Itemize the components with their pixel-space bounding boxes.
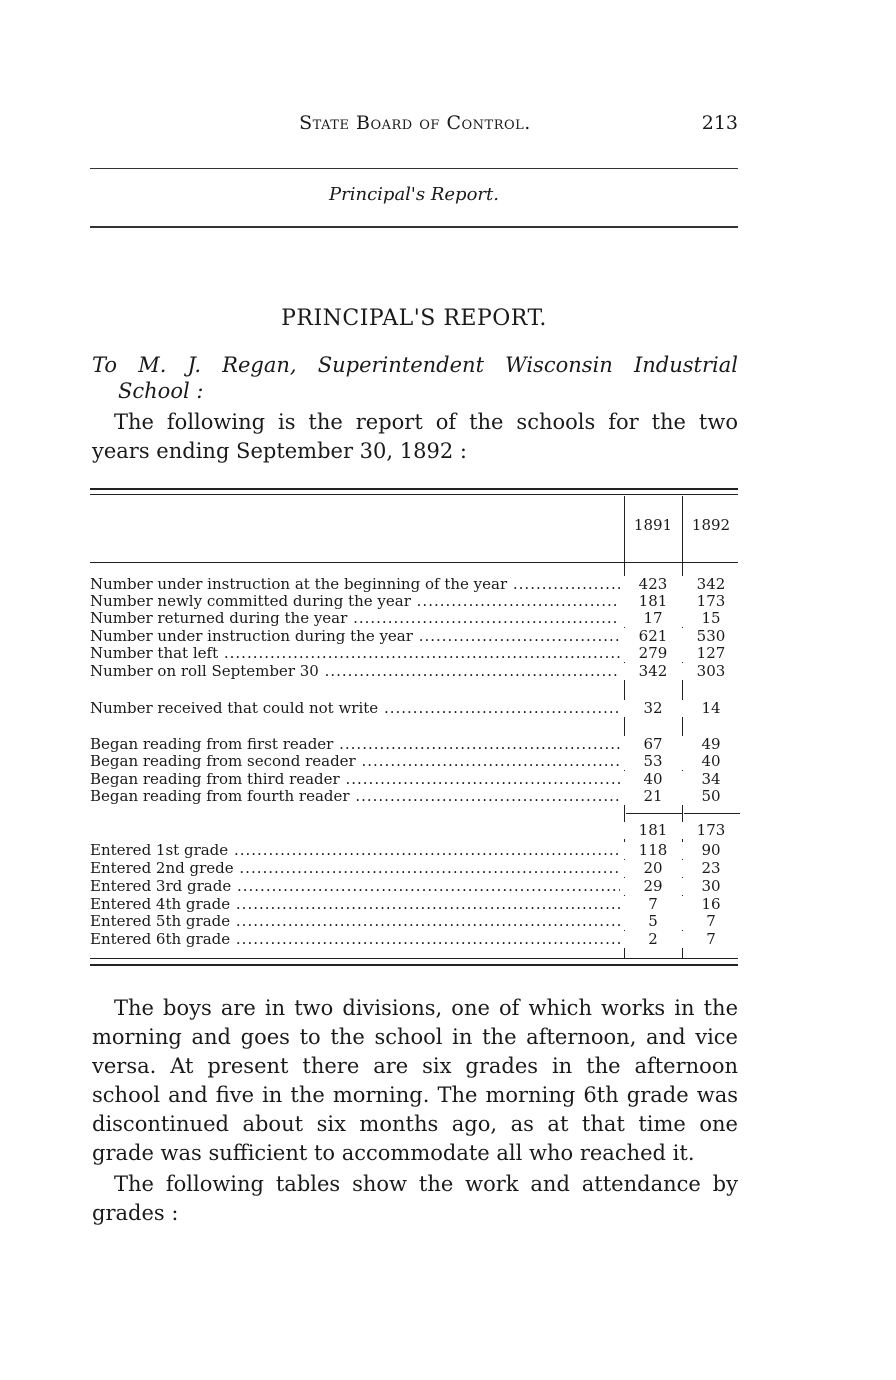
value-1892: 90 (682, 842, 740, 859)
value-1891: 67 (624, 736, 682, 753)
row-label: Entered 4th grade ..... (90, 896, 620, 913)
table-row (90, 645, 738, 662)
value-1891: 53 (624, 753, 682, 770)
table-row (90, 753, 738, 770)
table-rule (90, 494, 738, 495)
row-label: Number on roll September 30 ..... (90, 663, 620, 680)
subtotal-rule (626, 813, 682, 814)
row-label: Entered 2nd grede ..... (90, 860, 620, 877)
addressee-word: Superintendent (317, 353, 485, 377)
column-header-1891: 1891 (633, 516, 673, 534)
row-label: Entered 5th grade ..... (90, 913, 620, 930)
running-head (90, 112, 740, 142)
addressee (92, 352, 738, 404)
value-1892: 34 (682, 771, 740, 788)
value-1891: 342 (624, 663, 682, 680)
header-rule (90, 562, 738, 563)
row-label: Number newly committed during the year ..... (90, 593, 620, 610)
table-row (90, 663, 738, 680)
table-row (90, 842, 738, 859)
column-header-1892: 1892 (691, 516, 731, 534)
value-1892: 7 (682, 913, 740, 930)
addressee-word: Wisconsin (505, 353, 613, 377)
value-1891: 2 (624, 931, 682, 948)
table-row (90, 736, 738, 753)
value-1891: 7 (624, 896, 682, 913)
value-1892: 173 (682, 593, 740, 610)
value-1892: 530 (682, 628, 740, 645)
value-1892: 23 (682, 860, 740, 877)
table-row (90, 700, 738, 717)
value-1892: 173 (682, 822, 740, 839)
header-rule (90, 168, 738, 169)
table-rule (90, 958, 738, 959)
table-row (90, 593, 738, 610)
value-1892: 50 (682, 788, 740, 805)
value-1892: 303 (682, 663, 740, 680)
table-row (90, 931, 738, 948)
table-row (90, 628, 738, 645)
row-label: Began reading from third reader ..... (90, 771, 620, 788)
table-row (90, 610, 738, 627)
value-1892: 16 (682, 896, 740, 913)
addressee-word: Regan, (222, 353, 297, 377)
row-label: Entered 1st grade ..... (90, 842, 620, 859)
value-1891: 279 (624, 645, 682, 662)
row-label: Number returned during the year ..... (90, 610, 620, 627)
table-row (90, 896, 738, 913)
row-label: Began reading from fourth reader ..... (90, 788, 620, 805)
subhead-rule (90, 226, 738, 228)
table-total-row (90, 822, 738, 839)
table-row (90, 860, 738, 877)
value-1891: 29 (624, 878, 682, 895)
value-1891: 32 (624, 700, 682, 717)
value-1892: 49 (682, 736, 740, 753)
table-row (90, 913, 738, 930)
value-1891: 621 (624, 628, 682, 645)
intro-paragraph: The following is the report of the schools for the two years ending September 30, 1892 : (92, 410, 738, 463)
report-title: PRINCIPAL'S REPORT. (281, 306, 547, 331)
addressee-line (92, 352, 738, 378)
value-1891: 181 (624, 822, 682, 839)
table-rule (90, 964, 738, 966)
addressee-word: J. (187, 353, 201, 377)
value-1891: 40 (624, 771, 682, 788)
table-row (90, 576, 738, 593)
subtotal-rule (684, 813, 740, 814)
value-1891: 5 (624, 913, 682, 930)
addressee-word: Industrial (633, 353, 738, 377)
table-row (90, 788, 738, 805)
section-subhead: Principal's Report. (329, 184, 499, 205)
row-label: Began reading from first reader ..... (90, 736, 620, 753)
value-1891: 17 (624, 610, 682, 627)
value-1891: 20 (624, 860, 682, 877)
value-1892: 7 (682, 931, 740, 948)
row-label: Number that left ..... (90, 645, 620, 662)
statistics-table (90, 488, 738, 968)
body-paragraph: The following tables show the work and attendance by grades : (92, 1172, 738, 1225)
row-label: Number under instruction during the year ..... (90, 628, 620, 645)
addressee-line: School : (118, 379, 204, 403)
value-1891: 423 (624, 576, 682, 593)
value-1892: 14 (682, 700, 740, 717)
value-1891: 181 (624, 593, 682, 610)
row-label: Began reading from second reader ..... (90, 753, 620, 770)
table-row (90, 771, 738, 788)
row-label: Number under instruction at the beginning of the year ..... (90, 576, 620, 593)
addressee-word: M. (138, 353, 167, 377)
value-1892: 40 (682, 753, 740, 770)
value-1891: 118 (624, 842, 682, 859)
running-title: State Board of Control. (299, 112, 531, 134)
table-row (90, 878, 738, 895)
table-rule (90, 488, 738, 490)
body-paragraph: The boys are in two divisions, one of which works in the morning and goes to the school in the afternoon, and vice versa. At present there are six grades in the afternoon school and five in the morning. The morning 6th grade was discontinued about six months ago, as at that time one grade was sufficient to accommodate all who reached it. (92, 996, 738, 1165)
value-1892: 15 (682, 610, 740, 627)
addressee-word: To (92, 353, 118, 377)
value-1892: 127 (682, 645, 740, 662)
value-1892: 342 (682, 576, 740, 593)
value-1891: 21 (624, 788, 682, 805)
page-number: 213 (701, 112, 738, 134)
value-1892: 30 (682, 878, 740, 895)
row-label: Entered 6th grade ..... (90, 931, 620, 948)
row-label: Number received that could not write ..... (90, 700, 620, 717)
row-label: Entered 3rd grade ..... (90, 878, 620, 895)
